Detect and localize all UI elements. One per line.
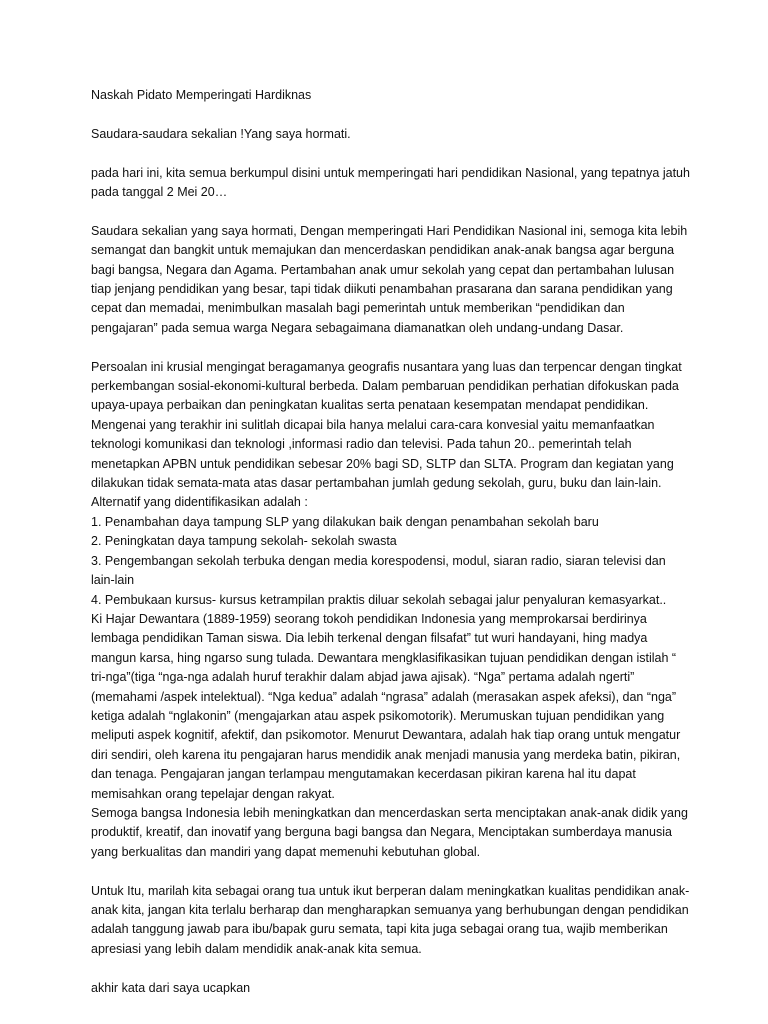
list-item: 4. Pembukaan kursus- kursus ketrampilan praktis diluar sekolah sebagai jalur penyaluran kemasyarkat.. <box>91 592 667 607</box>
paragraph-ki-hajar-dewantara: Ki Hajar Dewantara (1889-1959) seorang tokoh pendidikan Indonesia yang memprokarsai berdirinya lembaga pendidikan Taman siswa. Dia lebih terkenal dengan filsafat” tut wuri handayani, hing madya mangun karsa, hing ngarso sung tulada. Dewantara mengklasifikasikan tujuan pendidikan dengan istilah “ tri-nga”(tiga “nga-nga adalah huruf terakhir dalam abjad jawa ajisak). “Nga” pertama adalah ngerti” (memahami /aspek intelektual). “Nga kedua” adalah “ngrasa” adalah (merasakan aspek afeksi), dan “nga” ketiga adalah “nglakonin” (mengajarkan atau aspek psikomotorik). Merumuskan tujuan pendidikan yang meliputi aspek kognitif, afektif, dan psikomotor. Menurut Dewantara, adalah hak tiap orang untuk mengatur diri sendiri, oleh karena itu pengajaran harus mendidik anak menjadi manusia yang merdeka batin, pikiran, dan tenaga. Pengajaran jangan terlampau mengutamakan kecerdasan pikiran karena hal itu dapat memisahkan orang tepelajar dengan rakyat. <box>91 611 681 801</box>
paragraph-hardiknas: Saudara sekalian yang saya hormati, Dengan memperingati Hari Pendidikan Nasional ini, semoga kita lebih semangat dan bangkit untuk memajukan dan mencerdaskan pendidikan anak-anak bangsa agar berguna bagi bangsa, Negara dan Agama. Pertambahan anak umur sekolah yang cepat dan pertambahan lulusan tiap jenjang pendidikan yang besar, tapi tidak diikuti penambahan prasarana dan sarana pendidikan yang cepat dan memadai, menimbulkan masalah bagi pemerintah untuk memberikan “pendidikan dan pengajaran” pada semua warga Negara sebagaimana diamanatkan oleh undang-undang Dasar. <box>91 223 688 335</box>
spacer <box>91 144 691 163</box>
greeting: Saudara-saudara sekalian !Yang saya hormati. <box>91 126 351 141</box>
spacer <box>91 338 691 357</box>
spacer <box>91 862 691 881</box>
closing-line: akhir kata dari saya ucapkan <box>91 980 251 995</box>
document-page <box>91 86 691 998</box>
spacer <box>91 202 691 221</box>
page-title: Naskah Pidato Memperingati Hardiknas <box>91 88 312 102</box>
list-item: 3. Pengembangan sekolah terbuka dengan media korespodensi, modul, siaran radio, siaran televisi dan lain-lain <box>91 553 666 588</box>
paragraph-semoga: Semoga bangsa Indonesia lebih meningkatkan dan mencerdaskan serta menciptakan anak-anak didik yang produktif, kreatif, dan inovatif yang berguna bagi bangsa dan Negara, Menciptakan sumberdaya manusia yang berkualitas dan mandiri yang dapat memenuhi kebutuhan global. <box>91 805 688 859</box>
paragraph-opening: pada hari ini, kita semua berkumpul disini untuk memperingati hari pendidikan Nasional, yang tepatnya jatuh pada tanggal 2 Mei 20… <box>91 165 690 199</box>
list-item: 1. Penambahan daya tampung SLP yang dilakukan baik dengan penambahan sekolah baru <box>91 514 599 529</box>
paragraph-untuk-itu: Untuk Itu, marilah kita sebagai orang tua untuk ikut berperan dalam meningkatkan kualitas pendidikan anak-anak kita, jangan kita terlalu berharap dan mengharapkan semuanya yang berhubungan dengan pendidikan adalah tanggung jawab para ibu/bapak guru semata, tapi kita juga sebagai orang tua, wajib memberikan apresiasi yang lebih dalam mendidik anak-anak kita semua. <box>91 883 690 956</box>
list-item: 2. Peningkatan daya tampung sekolah- sekolah swasta <box>91 534 397 549</box>
spacer <box>91 105 691 124</box>
spacer <box>91 959 691 978</box>
paragraph-persoalan: Persoalan ini krusial mengingat beragamanya geografis nusantara yang luas dan terpencar dengan tingkat perkembangan sosial-ekonomi-kultural berbeda. Dalam pembaruan pendidikan perhatian difokuskan pada upaya-upaya perbaikan dan peningkatan kualitas serta penataan kesempatan mendapat pendidikan. Mengenai yang terakhir ini sulitlah dicapai bila hanya melalui cara-cara konvesial yaitu memanfaatkan teknologi komunikasi dan teknologi ,informasi radio dan televisi. Pada tahun 20.. pemerintah telah menetapkan APBN untuk pendidikan sebesar 20% bagi SD, SLTP dan SLTA. Program dan kegiatan yang dilakukan tidak semata-mata atas dasar pertambahan jumlah gedung sekolah, guru, buku dan lain-lain. Alternatif yang didentifikasikan adalah : <box>91 359 682 510</box>
